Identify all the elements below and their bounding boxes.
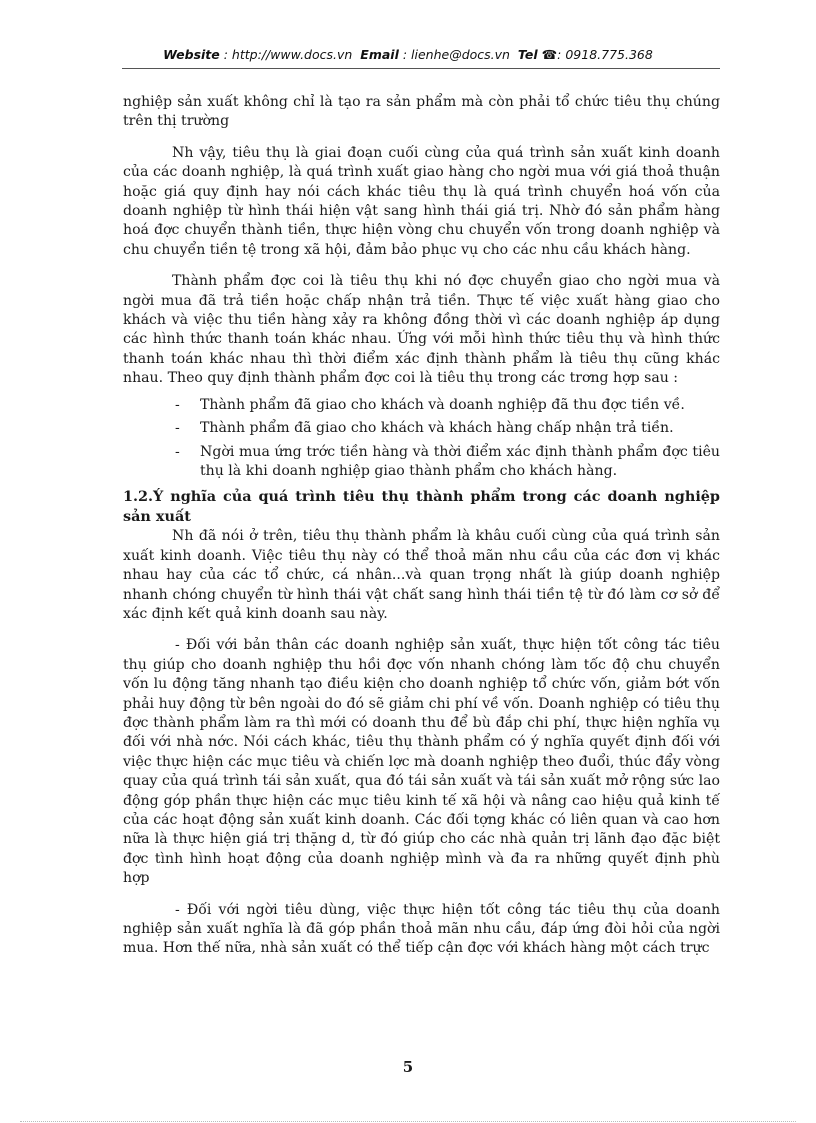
email-value: : lienhe@docs.vn bbox=[402, 47, 510, 62]
paragraph-consumer: - Đối với ngời tiêu dùng, việc thực hiện tốt công tác tiêu thụ của doanh nghiệp sản xuất nghĩa là đã góp phần thoả mãn nhu cầu, đáp ứng đòi hỏi của ngời mua. Hơn thế nữa, nhà sản xuất có thể tiếp cận đợc với khách hàng một cách trực bbox=[123, 901, 720, 957]
phone-icon: ☎ bbox=[541, 47, 558, 62]
footer-divider bbox=[20, 1121, 796, 1122]
page-number: 5 bbox=[402, 1058, 414, 1076]
tel-label: Tel bbox=[517, 47, 538, 62]
website-label: Website bbox=[163, 47, 220, 62]
document-body bbox=[123, 93, 720, 971]
page-header bbox=[0, 47, 816, 62]
paragraph-continuation: nghiệp sản xuất không chỉ là tạo ra sản phẩm mà còn phải tổ chức tiêu thụ chúng trên thị trường bbox=[123, 94, 720, 130]
dash-bullet: - bbox=[175, 443, 180, 460]
dash-bullet: - bbox=[175, 420, 180, 437]
dash-bullet: - bbox=[175, 396, 180, 413]
condition-list bbox=[123, 396, 720, 482]
section-heading: 1.2.Ý nghĩa của quá trình tiêu thụ thành phẩm trong các doanh nghiệp sản xuất bbox=[123, 488, 720, 526]
paragraph-definition: Nh vậy, tiêu thụ là giai đoạn cuối cùng của quá trình sản xuất kinh doanh của các doanh nghiệp, là quá trình xuất giao hàng cho ngời mua với giá thoả thuận hoặc giá quy định hay nói cách khác tiêu thụ là quá trình chuyển hoá vốn của doanh nghiệp từ hình thái hiện vật sang hình thái giá trị. Nhờ đó sản phẩm hàng hoá đợc chuyển thành tiền, thực hiện vòng chu chuyển vốn trong doanh nghiệp và chu chuyển tiền tệ trong xã hội, đảm bảo phục vụ cho các nhu cầu khách hàng. bbox=[123, 144, 720, 258]
list-item: - Thành phẩm đã giao cho khách và doanh nghiệp đã thu đợc tiền về. bbox=[123, 396, 720, 415]
email-label: Email bbox=[360, 47, 399, 62]
website-value: : http://www.docs.vn bbox=[223, 47, 353, 62]
paragraph-conditions: Thành phẩm đợc coi là tiêu thụ khi nó đợc chuyển giao cho ngời mua và ngời mua đã trả tiền hoặc chấp nhận trả tiền. Thực tế việc xuất hàng giao cho khách và việc thu tiền hàng xảy ra không đồng thời vì các doanh nghiệp áp dụng các hình thức thanh toán khác nhau. Ứng với mỗi hình thức tiêu thụ và hình thức thanh toán khác nhau thì thời điểm xác định thành phẩm là tiêu thụ cũng khác nhau. Theo quy định thành phẩm đợc coi là tiêu thụ trong các trơng hợp sau : bbox=[123, 273, 720, 387]
paragraph-enterprise: - Đối với bản thân các doanh nghiệp sản xuất, thực hiện tốt công tác tiêu thụ giúp cho doanh nghiệp thu hồi đợc vốn nhanh chóng làm tốc độ chu chuyển vốn lu động tăng nhanh tạo điều kiện cho doanh nghiệp tổ chức vốn, giảm bớt vốn phải huy động từ bên ngoài do đó sẽ giảm chi phí về vốn. Doanh nghiệp có tiêu thụ đợc thành phẩm làm ra thì mới có doanh thu để bù đắp chi phí, thực hiện nghĩa vụ đối với nhà nớc. Nói cách khác, tiêu thụ thành phẩm có ý nghĩa quyết định đối với việc thực hiện các mục tiêu và chiến lợc mà doanh nghiệp theo đuổi, thúc đẩy vòng quay của quá trình tái sản xuất, qua đó tái sản xuất và tái sản xuất mở rộng sức lao động góp phần thực hiện các mục tiêu kinh tế xã hội và nâng cao hiệu quả kinh tế của các hoạt động sản xuất kinh doanh. Các đối tợng khác có liên quan và cao hơn nữa là thực hiện giá trị thặng d, từ đó giúp cho các nhà quản trị lãnh đạo đặc biệt đợc tình hình hoạt động của doanh nghiệp mình và đa ra những quyết định phù hợp bbox=[123, 637, 720, 887]
list-item: - Thành phẩm đã giao cho khách và khách hàng chấp nhận trả tiền. bbox=[123, 419, 720, 438]
paragraph-significance: Nh đã nói ở trên, tiêu thụ thành phẩm là khâu cuối cùng của quá trình sản xuất kinh doanh. Việc tiêu thụ này có thể thoả mãn nhu cầu của các đơn vị khác nhau hay của các tổ chức, cá nhân...và quan trọng nhất là giúp doanh nghiệp nhanh chóng chuyển từ hình thái vật chất sang hình thái tiền tệ từ đó làm cơ sở để xác định kết quả kinh doanh sau này. bbox=[123, 528, 720, 622]
list-item: - Ngời mua ứng trớc tiền hàng và thời điểm xác định thành phẩm đợc tiêu thụ là khi doanh nghiệp giao thành phẩm cho khách hàng. bbox=[175, 443, 720, 479]
header-divider bbox=[122, 68, 720, 69]
tel-value: : 0918.775.368 bbox=[557, 47, 653, 62]
